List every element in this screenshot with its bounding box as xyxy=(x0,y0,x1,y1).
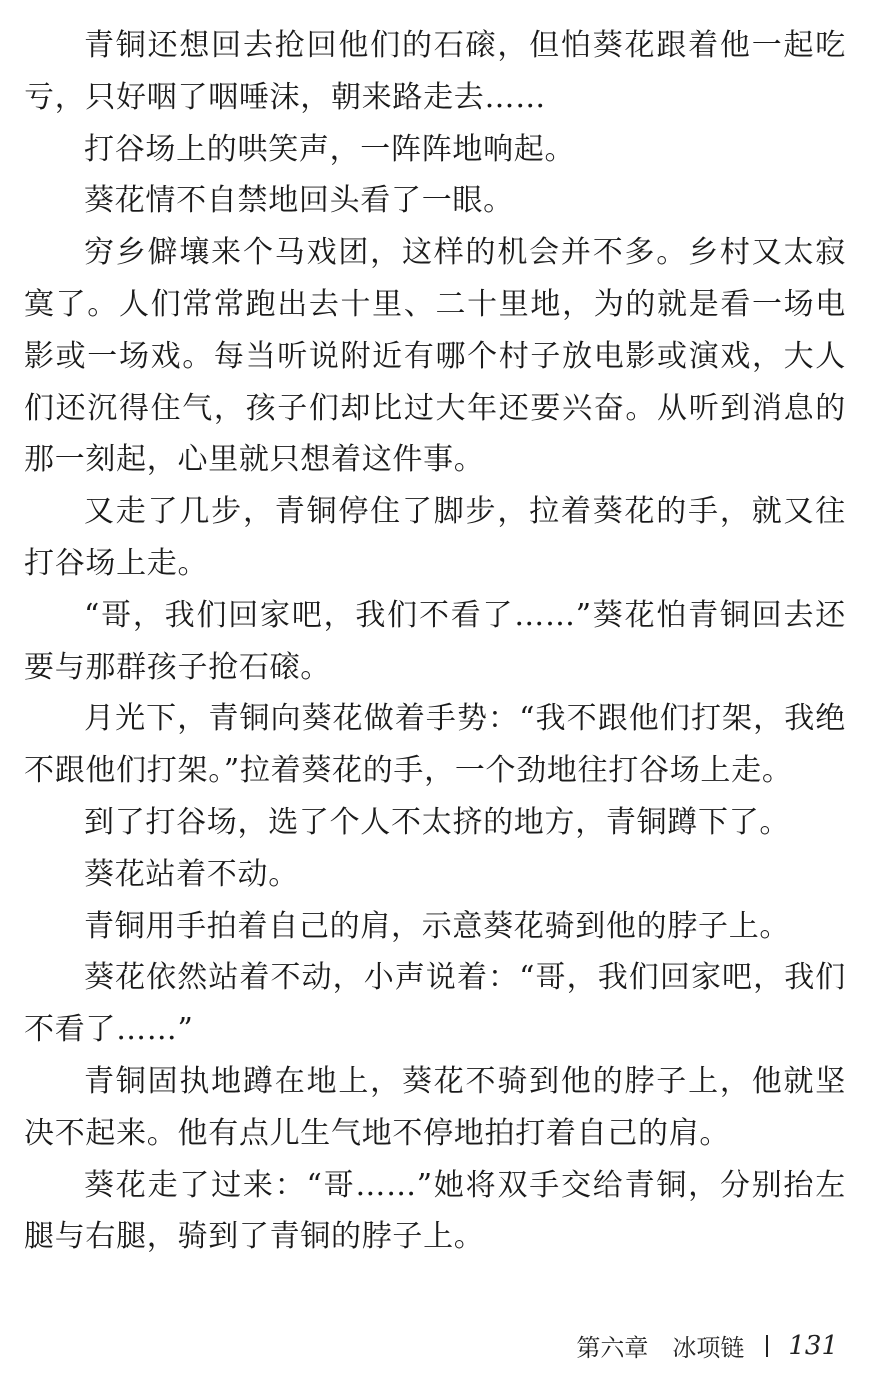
chapter-title: 冰项链 xyxy=(672,1334,745,1362)
page-number: 131 xyxy=(788,1330,838,1361)
body-paragraph: 青铜固执地蹲在地上，葵花不骑到他的脖子上，他就坚决不起来。他有点儿生气地不停地拍打着自己的肩。 xyxy=(24,1063,846,1151)
body-paragraph: 月光下，青铜向葵花做着手势：“我不跟他们打架，我绝不跟他们打架。”拉着葵花的手，一个劲地往打谷场上走。 xyxy=(24,701,846,789)
body-paragraph: “哥，我们回家吧，我们不看了……”葵花怕青铜回去还要与那群孩子抢石磙。 xyxy=(24,597,846,685)
body-paragraph: 青铜还想回去抢回他们的石磙，但怕葵花跟着他一起吃亏，只好咽了咽唾沫，朝来路走去…… xyxy=(24,28,846,115)
chapter-number: 第六章 xyxy=(576,1334,649,1362)
body-paragraph: 葵花情不自禁地回头看了一眼。 xyxy=(84,183,514,219)
page-footer xyxy=(576,1328,838,1363)
body-paragraph: 穷乡僻壤来个马戏团，这样的机会并不多。乡村又太寂寞了。人们常常跑出去十里、二十里地，为的就是看一场电影或一场戏。每当听说附近有哪个村子放电影或演戏，大人们还沉得住气，孩子们却比过大年还要兴奋。从听到消息的那一刻起，心里就只想着这件事。 xyxy=(24,235,846,478)
body-paragraph: 葵花站着不动。 xyxy=(84,856,299,892)
body-paragraph: 葵花走了过来：“哥……”她将双手交给青铜，分别抬左腿与右腿，骑到了青铜的脖子上。 xyxy=(24,1167,846,1255)
body-paragraph: 葵花依然站着不动，小声说着：“哥，我们回家吧，我们不看了……” xyxy=(24,960,846,1048)
body-paragraph: 又走了几步，青铜停住了脚步，拉着葵花的手，就又往打谷场上走。 xyxy=(24,494,846,581)
body-paragraph: 打谷场上的哄笑声，一阵阵地响起。 xyxy=(84,131,576,167)
body-paragraph: 到了打谷场，选了个人不太挤的地方，青铜蹲下了。 xyxy=(84,804,791,840)
page-body xyxy=(24,20,846,1263)
footer-divider xyxy=(766,1335,768,1357)
body-paragraph: 青铜用手拍着自己的肩，示意葵花骑到他的脖子上。 xyxy=(84,908,791,944)
